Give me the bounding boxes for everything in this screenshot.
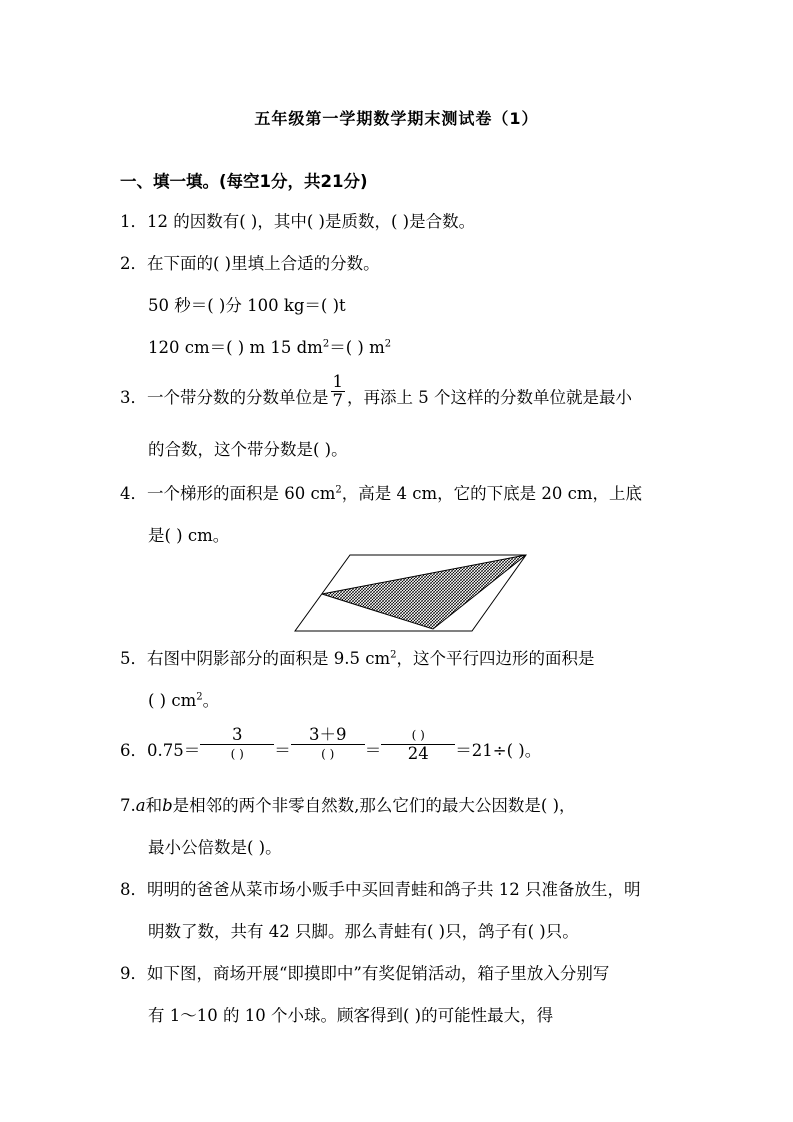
- question-6-lead: 6．0.75＝: [120, 741, 201, 760]
- question-4-pre: 4．一个梯形的面积是 60 cm: [120, 484, 336, 503]
- question-3-post: ，再添上 5 个这样的分数单位就是最小: [347, 388, 632, 407]
- question-7: [120, 796, 576, 816]
- question-5-line-2-b: 。: [202, 691, 220, 710]
- fraction-2: [291, 726, 365, 763]
- equals-sign: ＝: [274, 741, 291, 760]
- question-2-row-2: [148, 338, 391, 358]
- parallelogram-figure: [290, 553, 530, 635]
- superscript: 2: [335, 484, 342, 496]
- variable-a: a: [135, 796, 146, 815]
- question-7-line-2: 最小公倍数是( )。: [148, 838, 282, 857]
- fraction-denominator: ( ): [321, 747, 335, 761]
- question-7-rest: 是相邻的两个非零自然数,那么它们的最大公因数是( )，: [172, 796, 576, 815]
- question-4: [120, 484, 642, 504]
- question-2-row-1: 50 秒＝( )分 100 kg＝( )t: [148, 296, 346, 315]
- fraction-numerator: ( ): [381, 726, 455, 745]
- question-8-line-2: 明数了数，共有 42 只脚。那么青蛙有( )只，鸽子有( )只。: [148, 922, 579, 941]
- equals-sign: ＝: [364, 741, 382, 760]
- page-title: 五年级第一学期数学期末测试卷（1）: [254, 109, 539, 128]
- fraction-one-seventh: [331, 373, 346, 410]
- question-1: 1．12 的因数有( )，其中( )是质数，( )是合数。: [120, 212, 476, 231]
- fraction-numerator: 3＋9: [291, 726, 365, 745]
- fraction-numerator: 1: [332, 372, 343, 391]
- question-2-row-2-b: ＝( ) m: [329, 338, 385, 357]
- question-3-pre: 3．一个带分数的分数单位是: [120, 388, 329, 407]
- fraction-3: [381, 726, 455, 763]
- question-5-post: ，这个平行四边形的面积是: [396, 649, 595, 668]
- question-4-post: ，高是 4 cm，它的下底是 20 cm，上底: [341, 484, 642, 503]
- question-8: 8．明明的爸爸从菜市场小贩手中买回青蛙和鸽子共 12 只准备放生，明: [120, 880, 641, 899]
- question-7-number: 7.: [120, 796, 136, 815]
- question-5-pre: 5．右图中阴影部分的面积是 9.5 cm: [120, 649, 391, 668]
- question-9-line-2: 有 1～10 的 10 个小球。顾客得到( )的可能性最大，得: [148, 1006, 554, 1025]
- question-6-tail: ＝21÷( )。: [455, 741, 542, 760]
- fraction-numerator: 3: [200, 726, 274, 745]
- question-4-line-2: 是( ) cm。: [148, 526, 230, 545]
- question-7-mid: 和: [145, 796, 163, 815]
- section-heading: 一、填一填。(每空1分，共21分): [120, 172, 368, 191]
- question-2-row-2-a: 120 cm＝( ) m 15 dm: [148, 338, 323, 357]
- fraction-denominator: 24: [407, 744, 429, 763]
- question-5-line-2-a: ( ) cm: [148, 691, 197, 710]
- question-5-line-2: [148, 691, 219, 711]
- question-6: [120, 725, 542, 763]
- fraction-1: [200, 726, 274, 763]
- superscript: 2: [322, 338, 330, 350]
- question-2: 2．在下面的( )里填上合适的分数。: [120, 254, 380, 273]
- superscript: 2: [196, 691, 203, 703]
- fraction-denominator: ( ): [230, 747, 244, 761]
- variable-b: b: [162, 796, 173, 815]
- question-3-line-2: 的合数，这个带分数是( )。: [148, 440, 348, 459]
- superscript: 2: [384, 338, 392, 350]
- question-3: [120, 372, 632, 410]
- question-9: 9．如下图，商场开展“即摸即中”有奖促销活动，箱子里放入分别写: [120, 964, 610, 983]
- superscript: 2: [390, 649, 397, 661]
- question-5: [120, 649, 595, 669]
- fraction-denominator: 7: [332, 391, 343, 410]
